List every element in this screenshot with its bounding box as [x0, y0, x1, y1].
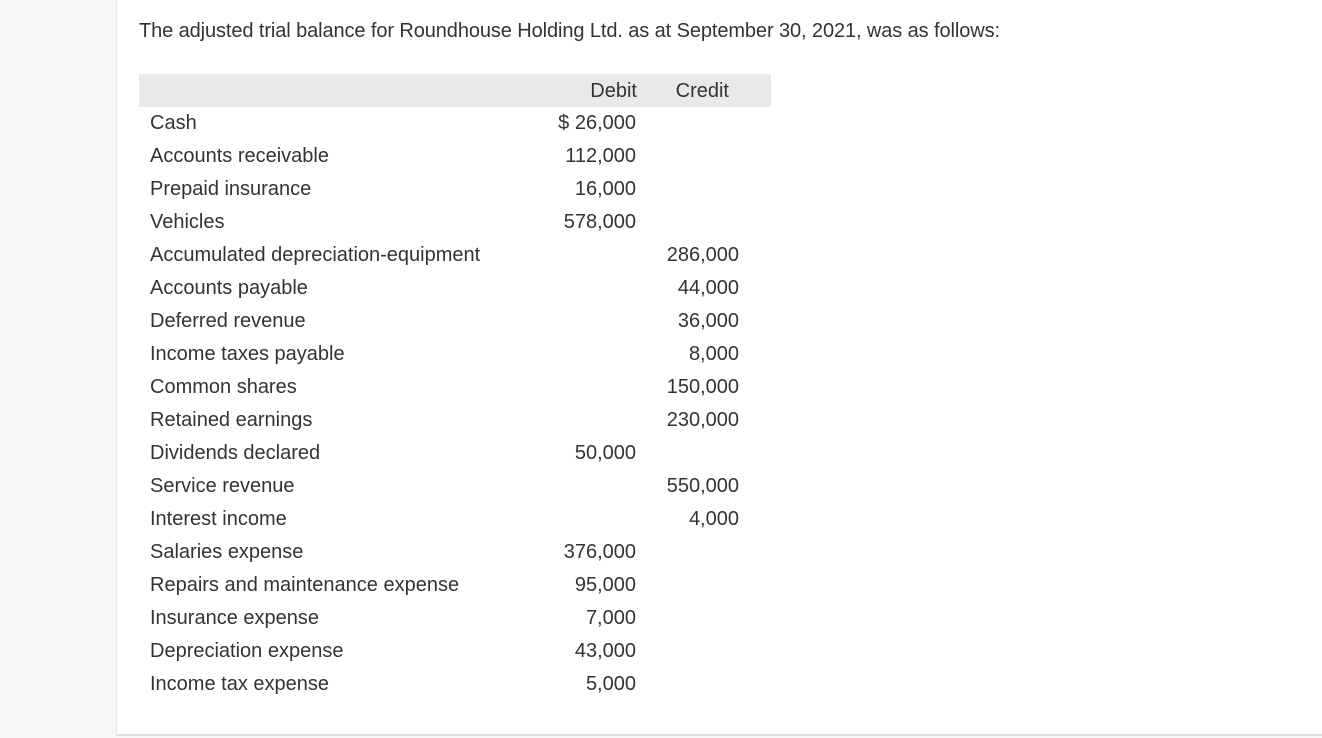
account-name: Income tax expense: [150, 673, 329, 695]
table-row: [139, 569, 771, 602]
debit-amount: 95,000: [574, 574, 636, 596]
debit-amount: 50,000: [574, 442, 636, 464]
credit-amount: 286,000: [666, 244, 739, 266]
debit-column-header: Debit: [590, 80, 637, 102]
account-name: Common shares: [150, 376, 297, 398]
account-name: Repairs and maintenance expense: [150, 574, 460, 596]
table-row: [139, 437, 771, 470]
table-row: [139, 602, 771, 635]
table-row: [139, 239, 771, 272]
credit-amount: 550,000: [666, 475, 739, 497]
debit-amount: 112,000: [565, 145, 636, 167]
credit-amount: 36,000: [677, 310, 739, 332]
credit-amount: 4,000: [688, 508, 739, 530]
table-row: [139, 305, 771, 338]
table-row: [139, 140, 771, 173]
account-name: Salaries expense: [150, 541, 304, 563]
credit-amount: 150,000: [666, 376, 739, 398]
account-name: Income taxes payable: [150, 343, 345, 365]
table-row: [139, 668, 771, 701]
content-panel: [116, 0, 1322, 736]
account-name: Retained earnings: [150, 409, 313, 431]
account-name: Insurance expense: [150, 607, 320, 629]
debit-amount: $ 26,000: [558, 112, 636, 134]
account-name: Dividends declared: [150, 442, 321, 464]
table-row: [139, 635, 771, 668]
table-row: [139, 404, 771, 437]
debit-amount: 5,000: [585, 673, 636, 695]
table-row: [139, 272, 771, 305]
left-gutter: [0, 0, 116, 738]
account-name: Service revenue: [150, 475, 295, 497]
table-row: [139, 173, 771, 206]
account-name: Accumulated depreciation-equipment: [150, 244, 481, 266]
table-row: [139, 107, 771, 140]
account-name: Deferred revenue: [150, 310, 306, 332]
account-name: Cash: [150, 112, 197, 134]
intro-text: The adjusted trial balance for Roundhouse Holding Ltd. as at September 30, 2021, was as follows:: [139, 20, 1000, 42]
account-name: Depreciation expense: [150, 640, 344, 662]
account-name: Vehicles: [150, 211, 225, 233]
table-row: [139, 470, 771, 503]
credit-amount: 230,000: [666, 409, 739, 431]
table-header: [139, 74, 771, 107]
debit-amount: 376,000: [563, 541, 636, 563]
account-name: Accounts payable: [150, 277, 308, 299]
table-row: [139, 503, 771, 536]
table-row: [139, 536, 771, 569]
account-name: Accounts receivable: [150, 145, 329, 167]
table-body: [139, 107, 771, 701]
table-row: [139, 338, 771, 371]
debit-amount: 16,000: [574, 178, 636, 200]
debit-amount: 7,000: [585, 607, 636, 629]
trial-balance-table: [139, 74, 771, 701]
credit-amount: 44,000: [677, 277, 739, 299]
credit-column-header: Credit: [675, 80, 729, 102]
debit-amount: 578,000: [563, 211, 636, 233]
credit-amount: 8,000: [688, 343, 739, 365]
table-row: [139, 371, 771, 404]
debit-amount: 43,000: [574, 640, 636, 662]
account-name: Prepaid insurance: [150, 178, 312, 200]
account-name: Interest income: [150, 508, 287, 530]
table-row: [139, 206, 771, 239]
